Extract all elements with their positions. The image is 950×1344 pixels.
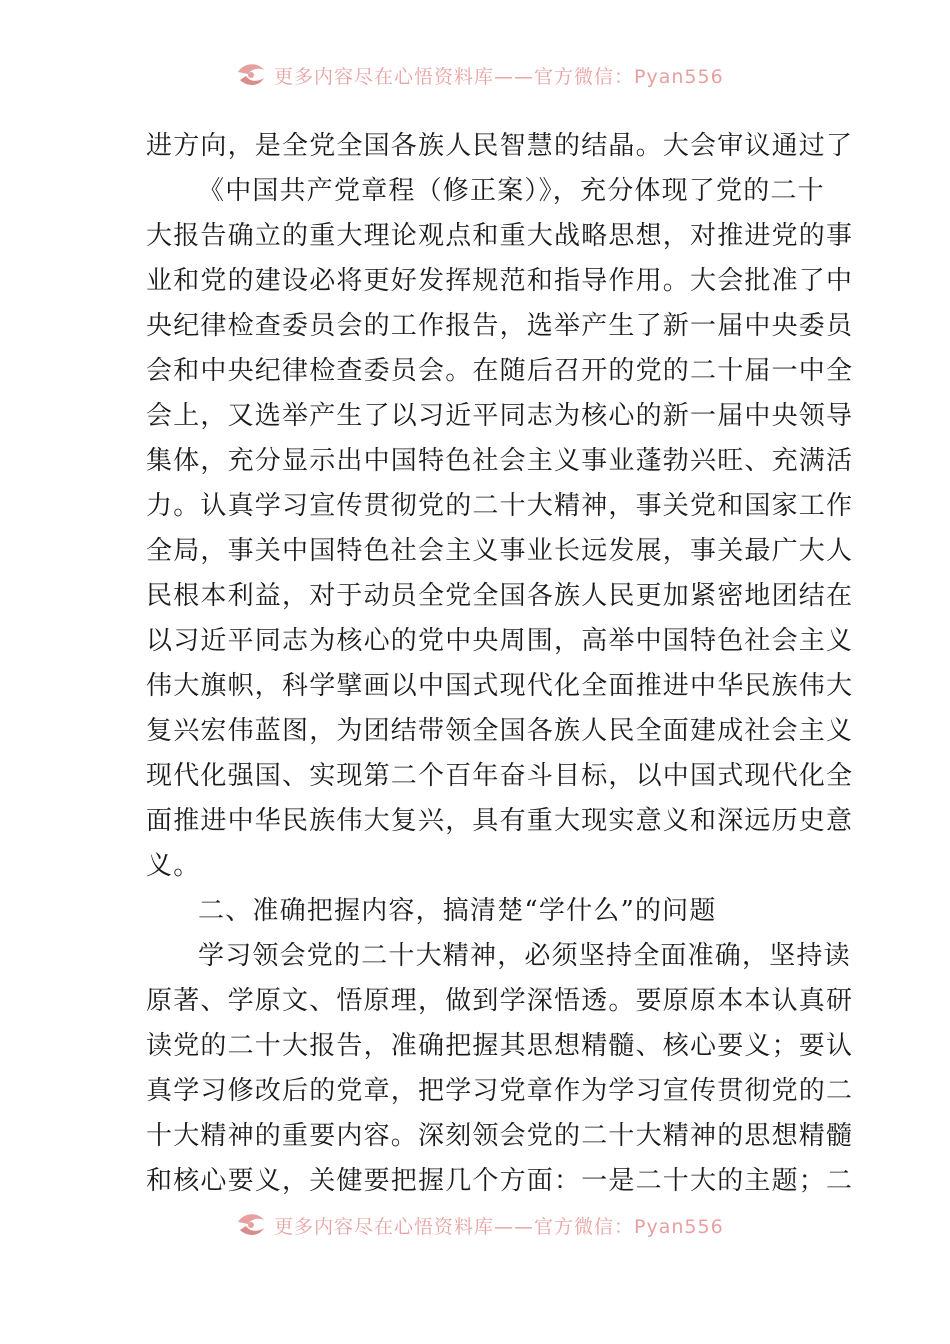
text-line: 会上，又选举产生了以习近平同志为核心的新一届中央领导 [146,401,854,431]
watermark-text: 更多内容尽在心悟资料库——官方微信：Pyan556 [274,1215,724,1238]
text-line: 原著、学原文、悟原理，做到学深悟透。要原原本本认真研 [146,986,854,1016]
watermark-header [0,50,950,90]
watermark-footer [0,1200,950,1240]
text-line: 会和中央纪律检查委员会。在随后召开的党的二十届一中全 [146,356,854,386]
text-line: 现代化强国、实现第二个百年奋斗目标，以中国式现代化全 [146,761,854,791]
text-line: 十大精神的重要内容。深刻领会党的二十大精神的思想精髓 [146,1121,854,1151]
logo-icon [234,60,268,90]
text-line: 伟大旗帜，科学擘画以中国式现代化全面推进中华民族伟大 [146,671,854,701]
text-line: 学习领会党的二十大精神，必须坚持全面准确，坚持读 [198,941,851,971]
text-line: 央纪律检查委员会的工作报告，选举产生了新一届中央委员 [146,311,854,341]
text-line: 真学习修改后的党章，把学习党章作为学习宣传贯彻党的二 [146,1076,854,1106]
watermark-text: 更多内容尽在心悟资料库——官方微信：Pyan556 [274,65,724,88]
text-line: 义。 [146,851,201,881]
text-line: 大报告确立的重大理论观点和重大战略思想，对推进党的事 [146,221,854,251]
text-line: 进方向，是全党全国各族人民智慧的结晶。大会审议通过了 [146,131,854,161]
text-line: 集体，充分显示出中国特色社会主义事业蓬勃兴旺、充满活 [146,446,854,476]
document-body [146,124,854,1204]
text-line: 民根本利益，对于动员全党全国各族人民更加紧密地团结在 [146,581,854,611]
text-line: 和核心要义，关健要把握几个方面：一是二十大的主题；二 [146,1166,854,1196]
text-line: 《中国共产党章程（修正案）》，充分体现了党的二十 [198,176,825,206]
text-line: 以习近平同志为核心的党中央周围，高举中国特色社会主义 [146,626,854,656]
text-line: 面推进中华民族伟大复兴，具有重大现实意义和深远历史意 [146,806,854,836]
section-heading: 二、准确把握内容，搞清楚“学什么”的问题 [198,896,717,926]
text-line: 复兴宏伟蓝图，为团结带领全国各族人民全面建成社会主义 [146,716,854,746]
text-line: 全局，事关中国特色社会主义事业长远发展，事关最广大人 [146,536,854,566]
text-line: 业和党的建设必将更好发挥规范和指导作用。大会批准了中 [146,266,854,296]
logo-icon [234,1210,268,1240]
text-line: 读党的二十大报告，准确把握其思想精髓、核心要义；要认 [146,1031,854,1061]
text-line: 力。认真学习宣传贯彻党的二十大精神，事关党和国家工作 [146,491,854,521]
